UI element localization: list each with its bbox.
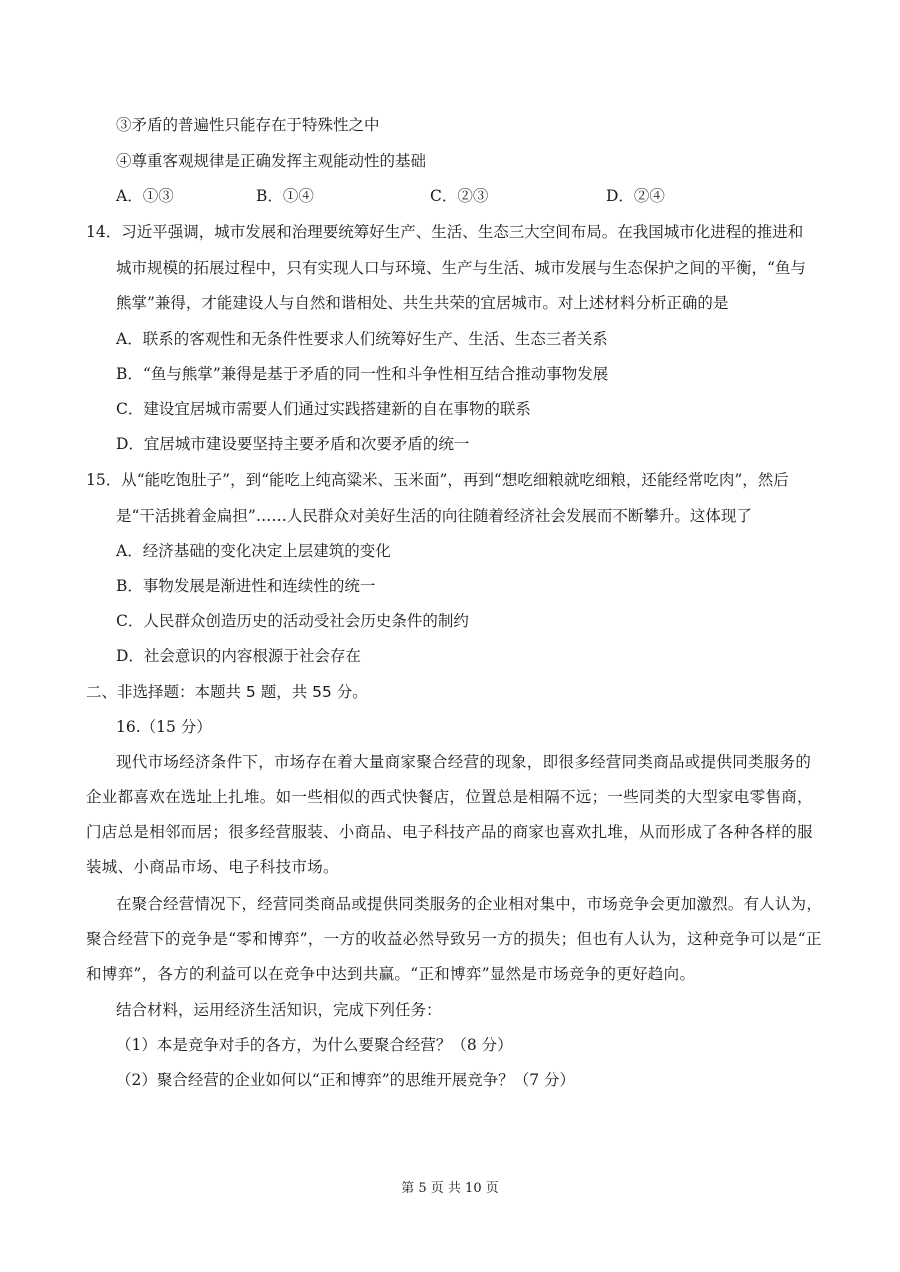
q16-material-para1-line-2: 企业都喜欢在选址上扎堆。如一些相似的西式快餐店，位置总是相隔不远；一些同类的大型家电零售商， bbox=[86, 788, 813, 806]
q13-option-d: D．②④ bbox=[606, 187, 665, 205]
q15-option-a: A．经济基础的变化决定上层建筑的变化 bbox=[116, 542, 391, 560]
q13-option-b: B．①④ bbox=[256, 187, 314, 205]
q16-task-intro: 结合材料，运用经济生活知识，完成下列任务： bbox=[116, 1001, 442, 1019]
q16-task-1: （1）本是竞争对手的各方，为什么要聚合经营？（8 分） bbox=[116, 1036, 513, 1054]
section-heading: 二、非选择题：本题共 5 题，共 55 分。 bbox=[86, 683, 368, 701]
q16-material-para2-line-1: 在聚合经营情况下，经营同类商品或提供同类服务的企业相对集中，市场竞争会更加激烈。有人认为， bbox=[116, 895, 823, 913]
q15-stem-line-1: 15．从“能吃饱肚子”，到“能吃上纯高粱米、玉米面”，再到“想吃细粮就吃细粮，还能经常吃肉”，然后 bbox=[86, 471, 789, 489]
q13-options bbox=[0, 186, 900, 206]
q15-option-b: B．事物发展是渐进性和连续性的统一 bbox=[116, 577, 376, 595]
q14-option-d: D．宜居城市建设要坚持主要矛盾和次要矛盾的统一 bbox=[116, 435, 470, 453]
q15-option-c: C．人民群众创造历史的活动受社会历史条件的制约 bbox=[116, 612, 469, 630]
q15-stem-line-2: 是“干活挑着金扁担”……人民群众对美好生活的向往随着经济社会发展而不断攀升。这体现了 bbox=[116, 507, 752, 525]
q16-material-para1-line-3: 门店总是相邻而居；很多经营服装、小商品、电子科技产品的商家也喜欢扎堆，从而形成了各种各样的服 bbox=[86, 823, 813, 841]
q16-material-para1-line-1: 现代市场经济条件下，市场存在着大量商家聚合经营的现象，即很多经营同类商品或提供同类服务的 bbox=[116, 753, 812, 771]
q13-option-a: A．①③ bbox=[116, 187, 174, 205]
q16-task-2: （2）聚合经营的企业如何以“正和博弈”的思维开展竞争？（7 分） bbox=[116, 1071, 576, 1089]
q14-option-b: B．“鱼与熊掌”兼得是基于矛盾的同一性和斗争性相互结合推动事物发展 bbox=[116, 365, 609, 383]
q13-option-c: C．②③ bbox=[430, 187, 489, 205]
q16-material-para1-line-4: 装城、小商品市场、电子科技市场。 bbox=[86, 858, 339, 876]
page-number-footer: 第 5 页 共 10 页 bbox=[401, 1181, 499, 1196]
q13-statement-4: ④尊重客观规律是正确发挥主观能动性的基础 bbox=[116, 152, 427, 170]
q16-material-para2-line-2: 聚合经营下的竞争是“零和博弈”，一方的收益必然导致另一方的损失；但也有人认为，这种竞争可以是“正 bbox=[86, 930, 822, 948]
q14-stem-line-1: 14．习近平强调，城市发展和治理要统筹好生产、生活、生态三大空间布局。在我国城市化进程的推进和 bbox=[86, 223, 804, 241]
q16-material-para2-line-3: 和博弈”，各方的利益可以在竞争中达到共赢。“正和博弈”显然是市场竞争的更好趋向。 bbox=[86, 965, 696, 983]
q14-option-c: C．建设宜居城市需要人们通过实践搭建新的自在事物的联系 bbox=[116, 400, 531, 418]
q15-option-d: D．社会意识的内容根源于社会存在 bbox=[116, 647, 361, 665]
q14-option-a: A．联系的客观性和无条件性要求人们统筹好生产、生活、生态三者关系 bbox=[116, 330, 608, 348]
q14-stem-line-3: 熊掌”兼得，才能建设人与自然和谐相处、共生共荣的宜居城市。对上述材料分析正确的是 bbox=[116, 294, 729, 312]
q16-label: 16.（15 分） bbox=[116, 718, 212, 736]
q14-stem-line-2: 城市规模的拓展过程中，只有实现人口与环境、生产与生活、城市发展与生态保护之间的平衡，“鱼与 bbox=[116, 259, 806, 277]
q13-statement-3: ③矛盾的普遍性只能存在于特殊性之中 bbox=[116, 116, 380, 134]
